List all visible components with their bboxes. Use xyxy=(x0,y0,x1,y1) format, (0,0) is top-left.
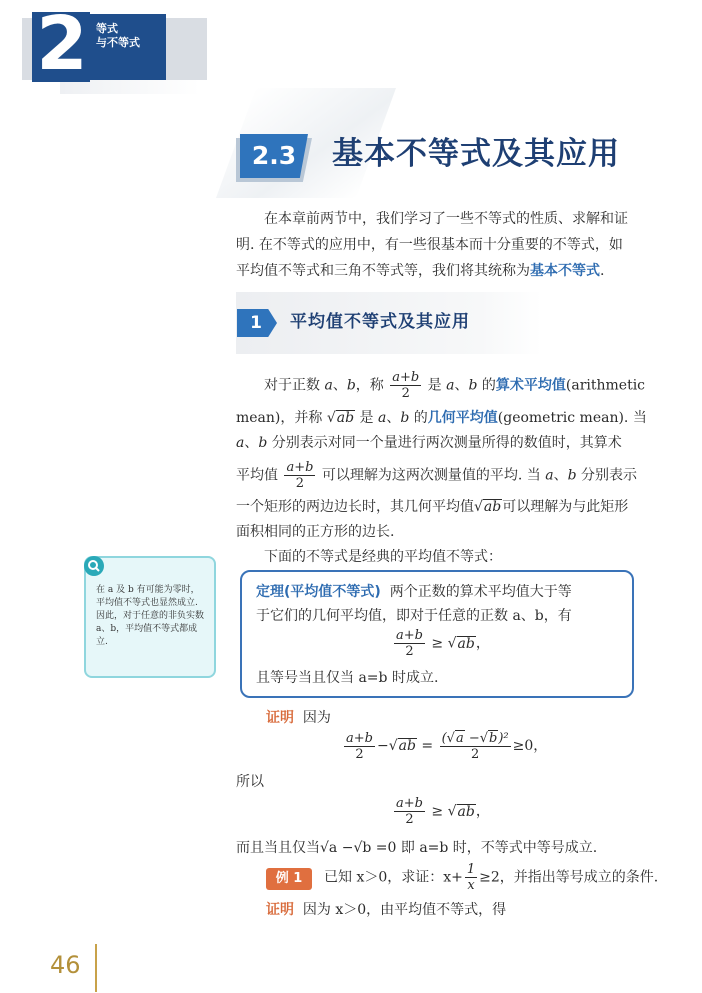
subsection-title: 平均值不等式及其应用 xyxy=(290,312,470,332)
section-title: 基本不等式及其应用 xyxy=(332,136,620,172)
proof-formula-2: $\frac{a+b}{2}$ ≥ √ab， xyxy=(396,796,490,827)
text: (geometric mean). 当 xyxy=(497,410,647,426)
proof-label: 证明 xyxy=(266,710,294,726)
text: ≥2，并指出等号成立的条件. xyxy=(479,869,659,886)
chapter-number: 2 xyxy=(36,1,88,87)
theorem-label: 定理(平均值不等式) xyxy=(256,584,381,600)
denominator: x xyxy=(467,878,475,893)
text: 的 xyxy=(413,410,428,426)
body-line-4: 平均值 $\frac{a+b}{2}$ 可以理解为这两次测量值的平均. 当 a、b 分别表示 xyxy=(236,460,638,491)
fraction-1-over-x xyxy=(465,862,477,893)
var-a: a xyxy=(324,377,333,394)
term-arithmetic-mean: 算术平均值 xyxy=(495,377,566,394)
denominator: 2 xyxy=(405,812,414,827)
text: 对于正数 xyxy=(264,377,320,394)
var-b: b xyxy=(567,467,577,484)
text: 可以理解为这两次测量值的平均. 当 xyxy=(321,467,541,484)
body-line-3: a、b 分别表示对同一个量进行两次测量所得的数值时，其算术 xyxy=(236,435,622,451)
numerator: 1 xyxy=(466,862,476,877)
intro-line-3 xyxy=(236,259,604,284)
denominator: 2 xyxy=(470,747,480,762)
sqrt-ab: ab xyxy=(457,803,475,820)
numerator: a+b xyxy=(396,628,423,643)
body-line-6: 面积相同的正方形的边长. xyxy=(236,524,395,540)
body-line-1: 对于正数 a、b，称 $\frac{a+b}{2}$ 是 a、b 的算术平均值(arithmetic xyxy=(264,370,646,401)
proof-conclusion: 而且当且仅当√a −√b =0 即 a=b 时，不等式中等号成立. xyxy=(236,840,598,856)
text: 分别表示对同一个量进行两次测量所得的数值时，其算术 xyxy=(271,435,622,451)
text: 分别表示 xyxy=(581,467,638,484)
var-a: a xyxy=(446,377,455,394)
example-statement xyxy=(324,862,658,893)
subsection-number: 1 xyxy=(250,313,262,333)
text: 因为 x＞0，由平均值不等式，得 xyxy=(302,902,507,918)
text: 的 xyxy=(481,377,496,394)
numerator: a+b xyxy=(392,370,420,385)
theorem-text: 两个正数的算术平均值大于等 xyxy=(389,584,572,600)
theorem-formula: $\frac{a+b}{2}$ ≥ √ab， xyxy=(396,628,490,659)
body-line-7: 下面的不等式是经典的平均值不等式： xyxy=(264,549,502,565)
var-b: b xyxy=(258,435,268,451)
numerator: (√a −√b)² xyxy=(441,731,509,746)
fraction-square xyxy=(440,730,511,762)
proof-so: 所以 xyxy=(236,774,264,790)
text: ，称 xyxy=(355,377,384,394)
text: 因为 xyxy=(302,710,331,726)
denominator: 2 xyxy=(405,644,414,659)
theorem-line-4: 且等号当且仅当 a=b 时成立. xyxy=(256,670,439,686)
proof-line-1 xyxy=(266,706,331,731)
chapter-title xyxy=(96,22,140,50)
text: mean)，并称 xyxy=(236,410,323,426)
var-b: b xyxy=(400,410,410,426)
numerator: a+b xyxy=(286,460,314,475)
side-note-text: 在 a 及 b 有可能为零时，平均值不等式也显然成立. 因此，对于任意的非负实数 a、b，平均值不等式都成立. xyxy=(96,585,205,647)
denominator: 2 xyxy=(295,476,305,491)
var-a: a xyxy=(236,435,245,451)
intro-period: . xyxy=(600,263,605,279)
sqrt-ab: ab xyxy=(483,499,502,515)
var-b: b xyxy=(468,377,478,394)
var-a: a xyxy=(545,467,554,484)
sqrt-ab: ab xyxy=(457,635,475,652)
section-number: 2.3 xyxy=(251,141,297,170)
text: 可以理解为与此矩形 xyxy=(502,499,629,515)
body-line-5: 一个矩形的两边边长时，其几何平均值√ab可以理解为与此矩形 xyxy=(236,499,629,515)
chapter-title-line1: 等式 xyxy=(96,22,118,35)
theorem-line-1 xyxy=(256,580,626,605)
intro-line-2: 明. 在不等式的应用中，有一些很基本而十分重要的不等式，如 xyxy=(236,237,623,253)
example-badge: 例 1 xyxy=(266,868,312,890)
proof-formula-1: $\frac{a+b}{2}$ −√ab = $\frac{\text{(√a −√b)²}}{2}$ ≥0， xyxy=(346,730,548,762)
fraction-am xyxy=(284,460,315,491)
denominator: 2 xyxy=(401,386,410,401)
fraction-am xyxy=(390,370,421,401)
intro-text: 平均值不等式和三角不等式等，我们将其统称为 xyxy=(236,263,530,279)
term-geometric-mean: 几何平均值 xyxy=(427,410,498,426)
proof-label: 证明 xyxy=(266,902,294,918)
term-basic-inequality: 基本不等式 xyxy=(530,263,600,279)
text: (arithmetic xyxy=(565,377,646,394)
text: 平均值 xyxy=(236,467,278,484)
sqrt-ab: ab xyxy=(398,738,416,754)
text: 一个矩形的两边边长时，其几何平均值 xyxy=(236,499,474,515)
page-number-divider xyxy=(95,944,97,992)
chapter-title-line2: 与不等式 xyxy=(96,36,140,49)
text: 、 xyxy=(332,377,347,394)
text: 已知 x＞0，求证：x+ xyxy=(324,869,463,886)
example-proof xyxy=(266,898,506,923)
page-number: 46 xyxy=(50,951,81,979)
fraction-am xyxy=(394,796,425,827)
body-line-2: mean)，并称 √ab 是 a、b 的几何平均值(geometric mean). 当 xyxy=(236,410,647,426)
text: 是 xyxy=(359,410,374,426)
sqrt-b: b xyxy=(489,731,498,746)
var-a: a xyxy=(377,410,387,426)
fraction-am xyxy=(344,731,375,762)
theorem-line-2: 于它们的几何平均值，即对于任意的正数 a、b，有 xyxy=(256,608,572,624)
numerator: a+b xyxy=(346,730,373,746)
denominator: 2 xyxy=(355,746,364,762)
text: 是 xyxy=(427,377,442,394)
sqrt-a: a xyxy=(455,731,464,746)
fraction-am xyxy=(394,628,425,659)
numerator: a+b xyxy=(396,796,423,811)
sqrt-ab: ab xyxy=(336,410,355,426)
search-icon xyxy=(84,556,104,576)
intro-line-1: 在本章前两节中，我们学习了一些不等式的性质、求解和证 xyxy=(264,211,628,227)
var-b: b xyxy=(346,377,356,394)
